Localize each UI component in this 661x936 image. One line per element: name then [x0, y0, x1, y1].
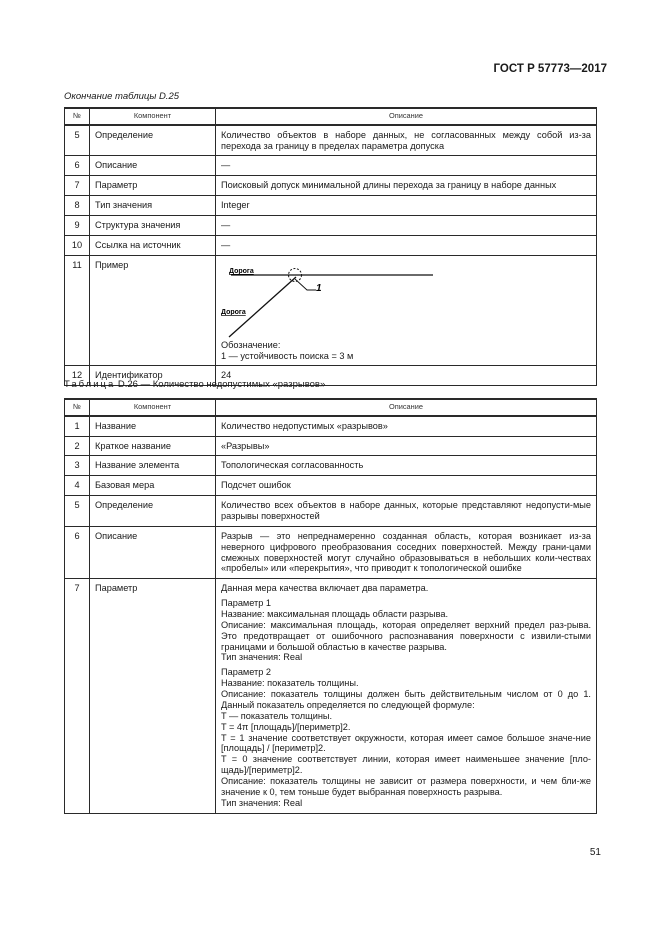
table-d26 — [64, 398, 597, 814]
row-description: Поисковый допуск минимальной длины перехода за границу в наборе данных — [216, 176, 597, 196]
legend-title: Обозначение: — [221, 339, 281, 350]
row-number: 9 — [65, 216, 90, 236]
row-description: Подсчет ошибок — [216, 476, 597, 496]
table-row — [65, 196, 597, 216]
parameter-1-line: Описание: максимальная площадь, которая определяет верхний предел раз-рыва. Это предотвращает от ошибочного распознавания поверхности с извили-стыми границами и большой областью в качестве разрыва. — [221, 619, 591, 652]
row-component: Идентификатор — [90, 366, 216, 386]
row-number: 2 — [65, 436, 90, 456]
row-description-parameters — [216, 579, 597, 813]
row-component: Определение — [90, 125, 216, 156]
row-number: 3 — [65, 456, 90, 476]
row-description: 24 — [216, 366, 597, 386]
column-header-description: Описание — [216, 108, 597, 125]
parameter-2-line: Параметр 2 — [221, 667, 272, 678]
row-component: Описание — [90, 526, 216, 578]
table-row — [65, 235, 597, 255]
callout-leader-line — [295, 279, 316, 290]
road-line-diagonal — [229, 277, 296, 337]
parameter-2-block — [221, 667, 591, 808]
table-d25 — [64, 107, 597, 386]
caption-prefix: Таблица — [64, 379, 116, 390]
row-component: Пример — [90, 255, 216, 366]
row-component: Параметр — [90, 579, 216, 813]
table-row — [65, 125, 597, 156]
row-component: Тип значения — [90, 196, 216, 216]
parameter-2-line: T = 0 значение соответствует линии, которая имеет наименьшее значение [пло-щадь]/[периметр]2. — [221, 754, 591, 776]
parameter-1-line: Название: максимальная площадь области разрыва. — [221, 609, 449, 620]
row-number: 10 — [65, 235, 90, 255]
row-component: Описание — [90, 156, 216, 176]
row-description: — — [216, 235, 597, 255]
parameter-2-line: Тип значения: Real — [221, 797, 303, 808]
row-number: 4 — [65, 476, 90, 496]
row-number: 12 — [65, 366, 90, 386]
road-label-2: Дорога — [221, 308, 246, 316]
column-header-component: Компонент — [90, 399, 216, 416]
row-description-example — [216, 255, 597, 366]
table-header-row — [65, 399, 597, 416]
column-header-number: № — [65, 108, 90, 125]
table-row — [65, 579, 597, 813]
table-d25-caption: Окончание таблицы D.25 — [64, 91, 180, 102]
column-header-number: № — [65, 399, 90, 416]
parameter-2-line: Название: показатель толщины. — [221, 678, 359, 689]
parameter-1-block — [221, 598, 591, 663]
row-component: Ссылка на источник — [90, 235, 216, 255]
table-row — [65, 255, 597, 366]
row-number: 7 — [65, 176, 90, 196]
row-number: 5 — [65, 496, 90, 527]
parameter-2-line: Описание: показатель толщины не зависит от размера поверхности, и чем бли-же значение к 0, тем тоньше будет выбранная поверхность разрыва. — [221, 775, 591, 797]
table-row — [65, 496, 597, 527]
row-description: Топологическая согласованность — [216, 456, 597, 476]
table-d26-caption — [64, 379, 325, 390]
row-description: — — [216, 156, 597, 176]
table-row — [65, 416, 597, 436]
row-number: 7 — [65, 579, 90, 813]
table-row — [65, 456, 597, 476]
callout-marker: 1 — [316, 282, 322, 294]
row-description: Количество всех объектов в наборе данных, которые представляют недопусти-мые разрывы поверхностей — [216, 496, 597, 527]
legend-item: 1 — устойчивость поиска = 3 м — [221, 350, 354, 361]
table-header-row — [65, 108, 597, 125]
row-number: 8 — [65, 196, 90, 216]
row-component: Параметр — [90, 176, 216, 196]
row-component: Краткое название — [90, 436, 216, 456]
row-number: 1 — [65, 416, 90, 436]
row-description: Количество объектов в наборе данных, не согласованных между собой из-за перехода за границу в пределах параметра допуска — [216, 125, 597, 156]
parameter-2-line: T = 4π [площадь]/[периметр]2. — [221, 721, 351, 732]
parameter-1-line: Параметр 1 — [221, 598, 272, 609]
row-number: 5 — [65, 125, 90, 156]
row-component: Определение — [90, 496, 216, 527]
row-component: Базовая мера — [90, 476, 216, 496]
row-description: — — [216, 216, 597, 236]
row-number: 6 — [65, 526, 90, 578]
road-label-1: Дорога — [229, 267, 254, 275]
parameter-intro: Данная мера качества включает два параметра. — [221, 583, 429, 594]
page-number: 51 — [589, 847, 601, 858]
row-number: 6 — [65, 156, 90, 176]
parameter-2-line: Описание: показатель толщины должен быть действительным числом от 0 до 1. Данный показатель определяется по следующей формуле: — [221, 689, 591, 710]
table-row — [65, 436, 597, 456]
row-component: Название элемента — [90, 456, 216, 476]
row-description: Разрыв — это непреднамеренно созданная область, которая возникает из-за неверного цифрового преобразования соседних поверхностей. Между грани-цами смежных поверхностей могут случайно образовываться в небольших коли-чествах «пробелы» или «перекрытия», что приводит к топологической ошибке — [216, 526, 597, 578]
column-header-description: Описание — [216, 399, 597, 416]
row-component: Структура значения — [90, 216, 216, 236]
table-row — [65, 156, 597, 176]
table-row — [65, 476, 597, 496]
parameter-2-line: T = 1 значение соответствует окружности, которая имеет самое большое значе-ние [площадь] / [периметр]2. — [221, 732, 591, 754]
document-number: ГОСТ Р 57773—2017 — [493, 63, 607, 75]
column-header-component: Компонент — [90, 108, 216, 125]
caption-text: D.26 — Количество недопустимых «разрывов» — [117, 379, 326, 390]
parameter-1-line: Тип значения: Real — [221, 652, 303, 663]
row-description: Integer — [216, 196, 597, 216]
road-overshoot-diagram — [221, 262, 451, 340]
row-description: Количество недопустимых «разрывов» — [216, 416, 597, 436]
parameter-2-line: T — показатель толщины. — [221, 710, 333, 721]
row-description: «Разрывы» — [216, 436, 597, 456]
table-row — [65, 176, 597, 196]
row-number: 11 — [65, 255, 90, 366]
table-row — [65, 526, 597, 578]
row-component: Название — [90, 416, 216, 436]
table-row — [65, 216, 597, 236]
